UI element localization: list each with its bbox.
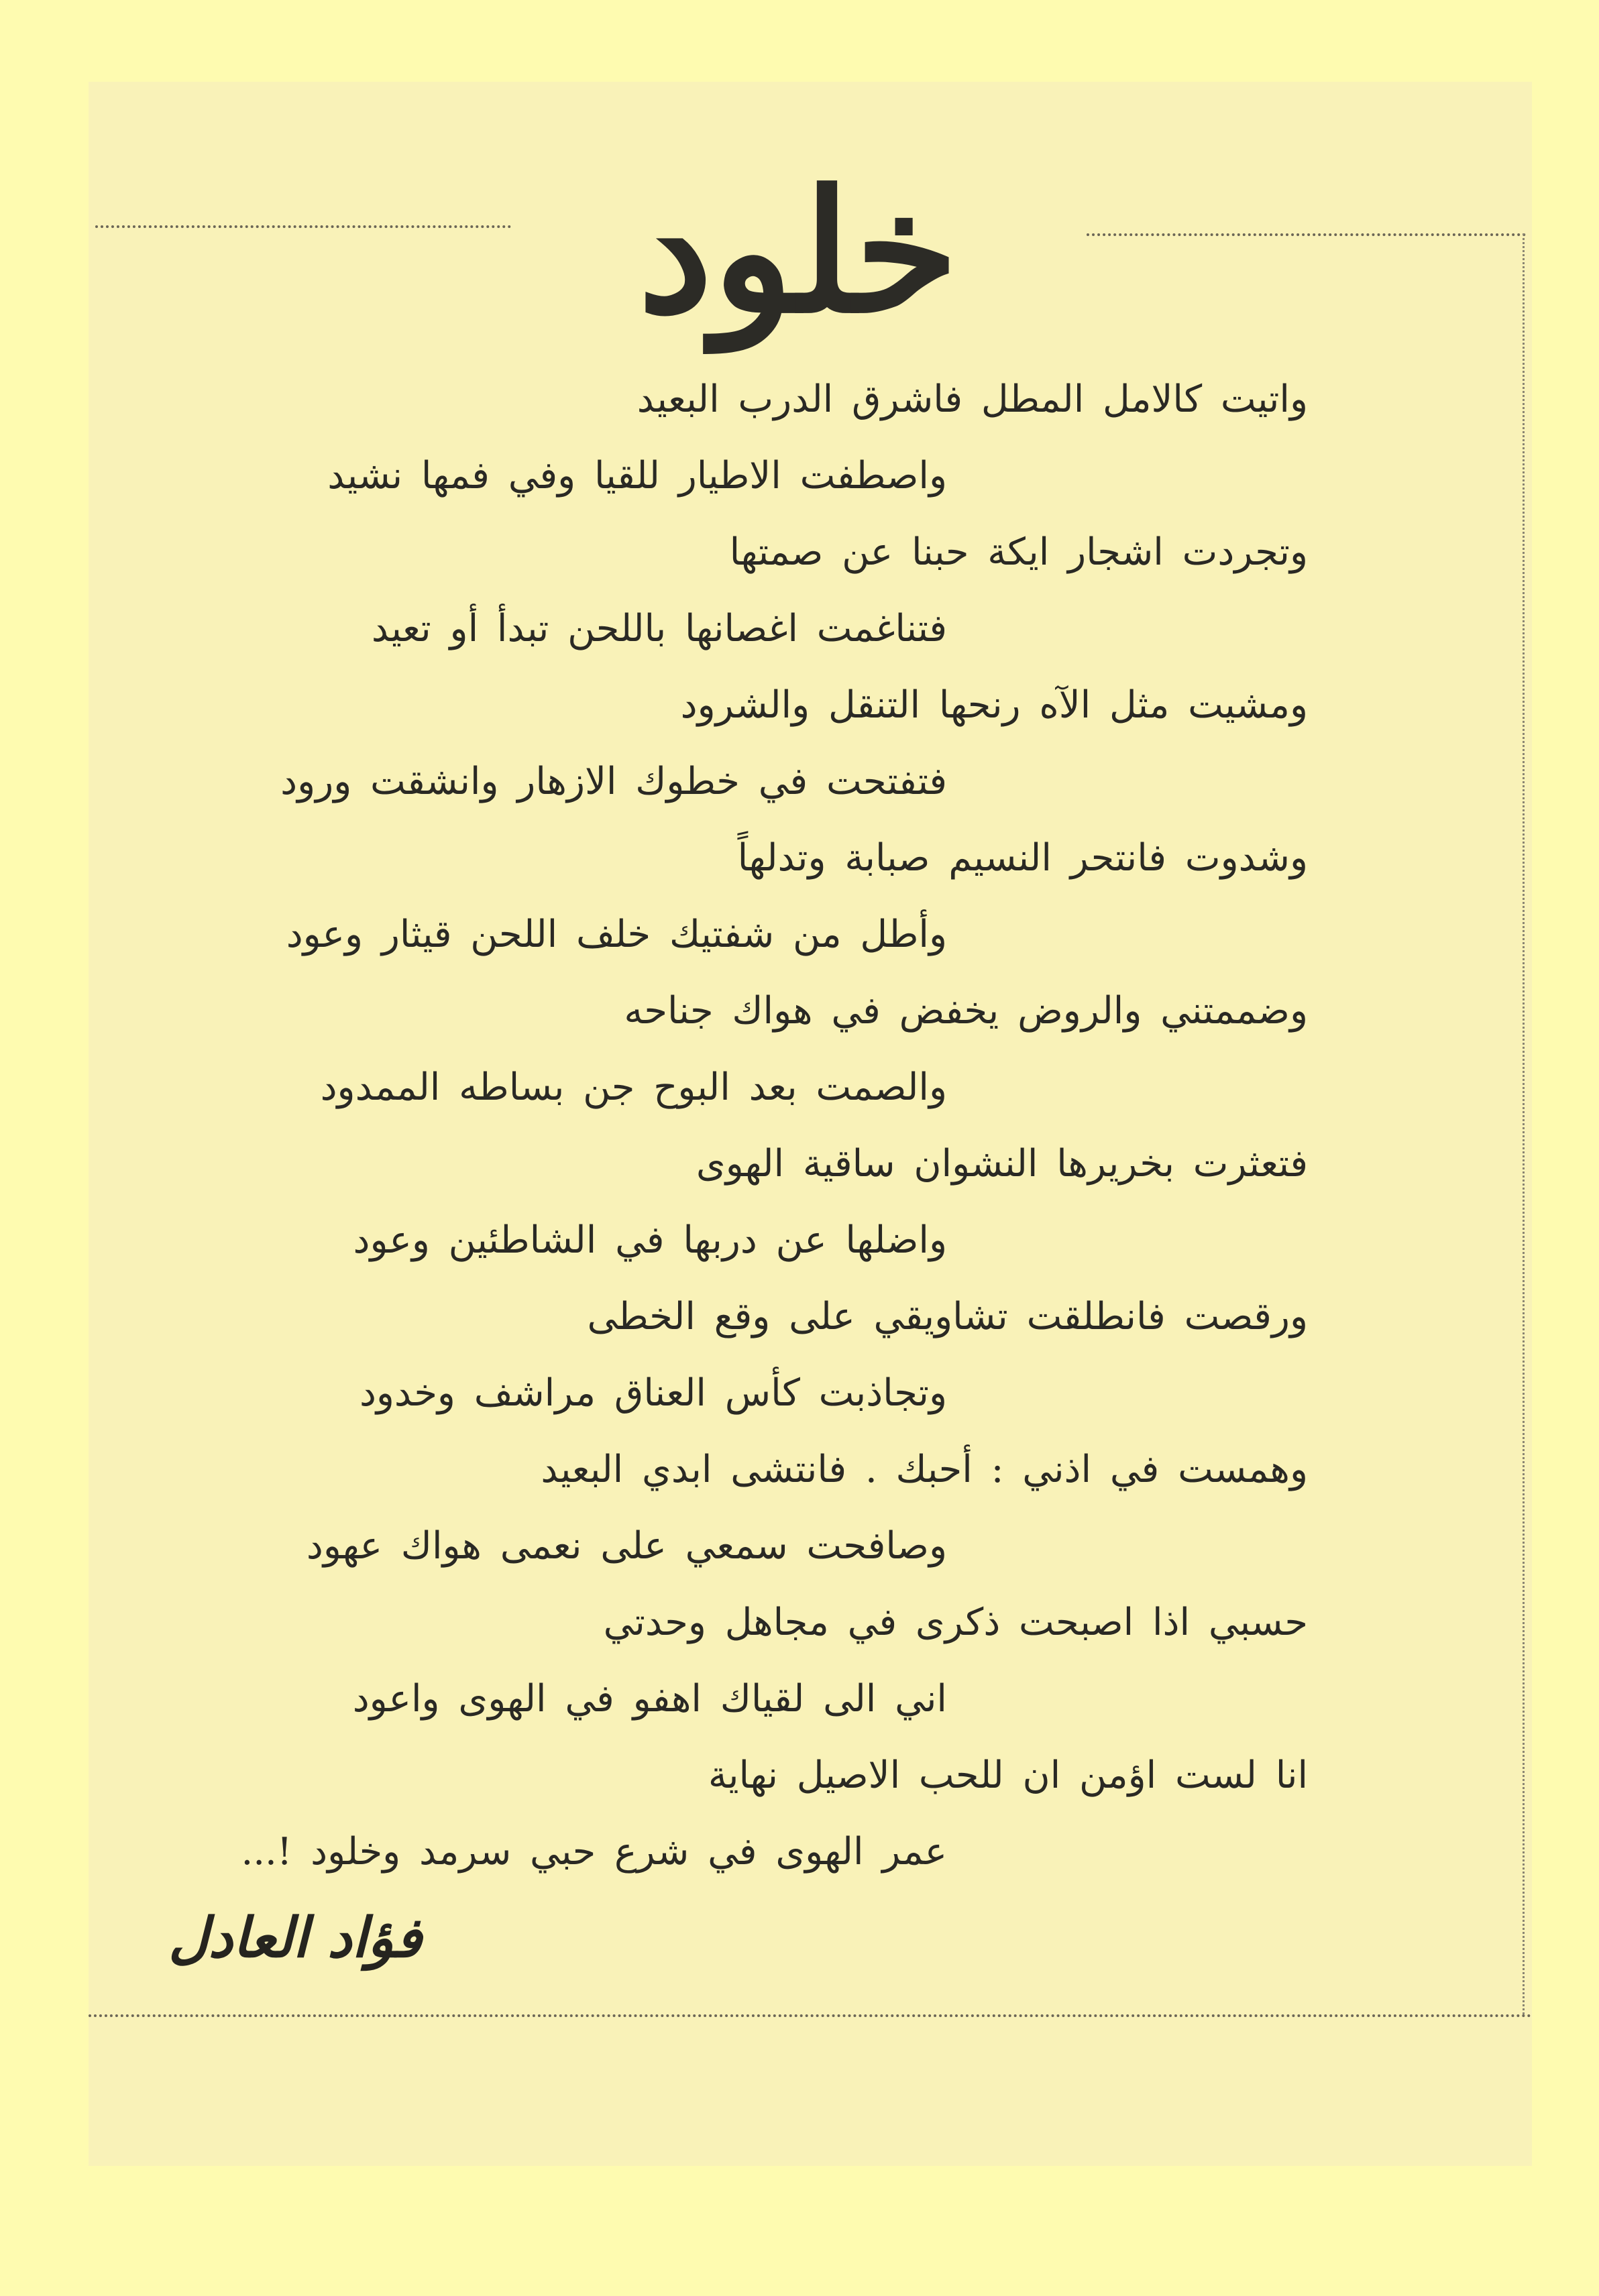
top-left-dotted-rule <box>95 225 511 228</box>
poem-line: وصافحت سمعي على نعمى هواك عهود <box>306 1524 947 1568</box>
poem-line: ومشيت مثل الآه رنحها التنقل والشرود <box>680 683 1308 727</box>
poem-line: انا لست اؤمن ان للحب الاصيل نهاية <box>708 1753 1308 1797</box>
top-right-dotted-rule <box>1087 233 1526 236</box>
poem-line: ورقصت فانطلقت تشاويقي على وقع الخطى <box>587 1294 1308 1338</box>
poem-line: وأطل من شفتيك خلف اللحن قيثار وعود <box>286 912 947 956</box>
poem-line: اني الى لقياك اهفو في الهوى واعود <box>352 1676 947 1721</box>
poem-line: واتيت كالامل المطل فاشرق الدرب البعيد <box>637 377 1308 421</box>
poem-line: وشدوت فانتحر النسيم صبابة وتدلهاً <box>737 836 1308 880</box>
poem-line: وضممتني والروض يخفض في هواك جناحه <box>624 988 1308 1033</box>
bottom-dotted-rule <box>89 2014 1532 2017</box>
poem-line: واصطفت الاطيار للقيا وفي فمها نشيد <box>327 453 947 498</box>
poem-line: واضلها عن دربها في الشاطئين وعود <box>353 1218 947 1262</box>
poem-line: فتناغمت اغصانها باللحن تبدأ أو تعيد <box>371 606 947 650</box>
side-dotted-rule <box>1523 233 1525 2014</box>
poem-title: خلود <box>638 153 958 350</box>
poem-line: حسبي اذا اصبحت ذكرى في مجاهل وحدتي <box>603 1600 1308 1644</box>
poem-line: والصمت بعد البوح جن بساطه الممدود <box>320 1065 947 1109</box>
poem-line: وتجردت اشجار ايكة حبنا عن صمتها <box>729 530 1308 574</box>
poem-line: وتجاذبت كأس العناق مراشف وخدود <box>359 1371 947 1415</box>
poem-line: فتفتحت في خطوك الازهار وانشقت ورود <box>280 759 947 803</box>
poem-line: عمر الهوى في شرع حبي سرمد وخلود !... <box>241 1829 947 1874</box>
author-signature: فؤاد العادل <box>168 1906 422 1970</box>
poem-line: فتعثرت بخريرها النشوان ساقية الهوى <box>696 1141 1308 1186</box>
poem-line: وهمست في اذني : أحبك . فانتشى ابدي البعيد <box>541 1447 1308 1491</box>
